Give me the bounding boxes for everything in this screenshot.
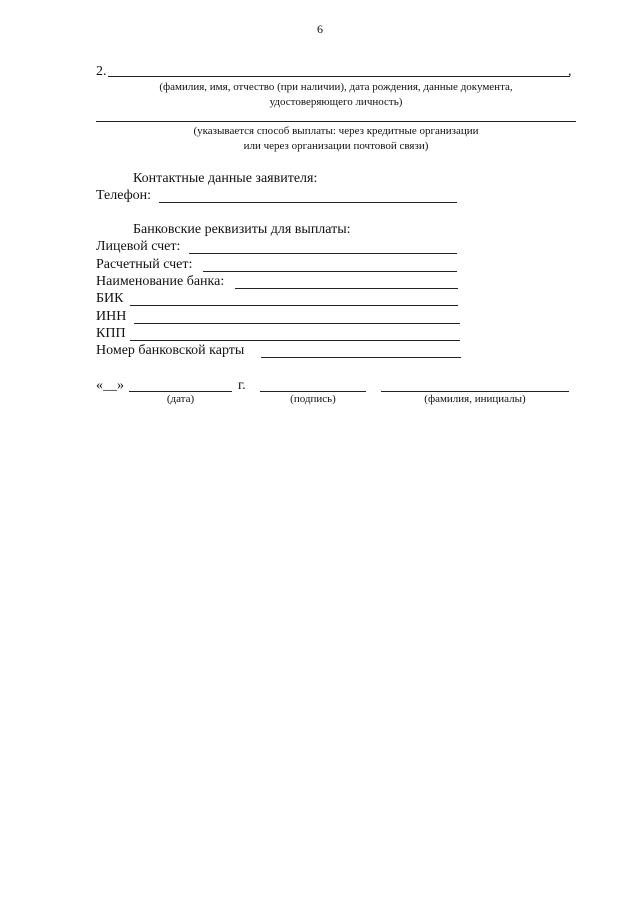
bank-field-bik-line[interactable]	[130, 305, 458, 306]
name-caption: (фамилия, инициалы)	[424, 393, 526, 405]
bank-field-inn-label: ИНН	[96, 309, 127, 324]
bank-field-card-line[interactable]	[261, 357, 461, 358]
date-field-line[interactable]	[129, 391, 232, 392]
bank-field-settlement-line[interactable]	[203, 271, 457, 272]
person-caption-line1: (фамилия, имя, отчество (при наличии), дата рождения, данные документа,	[159, 81, 513, 93]
payment-caption-line2: или через организации почтовой связи)	[243, 140, 429, 152]
bank-field-account-line[interactable]	[189, 253, 457, 254]
bank-field-settlement-label: Расчетный счет:	[96, 257, 193, 272]
name-field-line[interactable]	[381, 391, 569, 392]
bank-field-inn-line[interactable]	[134, 323, 460, 324]
bank-field-bank-name-line[interactable]	[235, 288, 458, 289]
phone-field-line[interactable]	[159, 202, 457, 203]
person-caption-line2: удостоверяющего личность)	[269, 96, 403, 108]
year-suffix: г.	[238, 378, 246, 393]
bank-field-bank-name-label: Наименование банка:	[96, 274, 225, 289]
bank-heading: Банковские реквизиты для выплаты:	[133, 222, 351, 237]
bank-field-kpp-label: КПП	[96, 326, 126, 341]
bank-field-account-label: Лицевой счет:	[96, 239, 181, 254]
signature-field-line[interactable]	[260, 391, 366, 392]
bank-field-card-label: Номер банковской карты	[96, 343, 245, 358]
person-item-number: 2.	[96, 64, 107, 79]
payment-method-line[interactable]	[96, 121, 576, 122]
page-number: 6	[317, 22, 323, 36]
date-day-open: «__»	[96, 378, 124, 393]
person-data-line[interactable]	[108, 76, 570, 77]
person-trailing-comma: ,	[568, 64, 572, 79]
payment-caption-line1: (указывается способ выплаты: через кредитные организации	[193, 125, 479, 137]
phone-label: Телефон:	[96, 188, 152, 203]
bank-field-kpp-line[interactable]	[130, 340, 460, 341]
bank-field-bik-label: БИК	[96, 291, 124, 306]
date-caption: (дата)	[166, 393, 195, 405]
signature-caption: (подпись)	[290, 393, 336, 405]
contacts-heading: Контактные данные заявителя:	[133, 171, 318, 186]
